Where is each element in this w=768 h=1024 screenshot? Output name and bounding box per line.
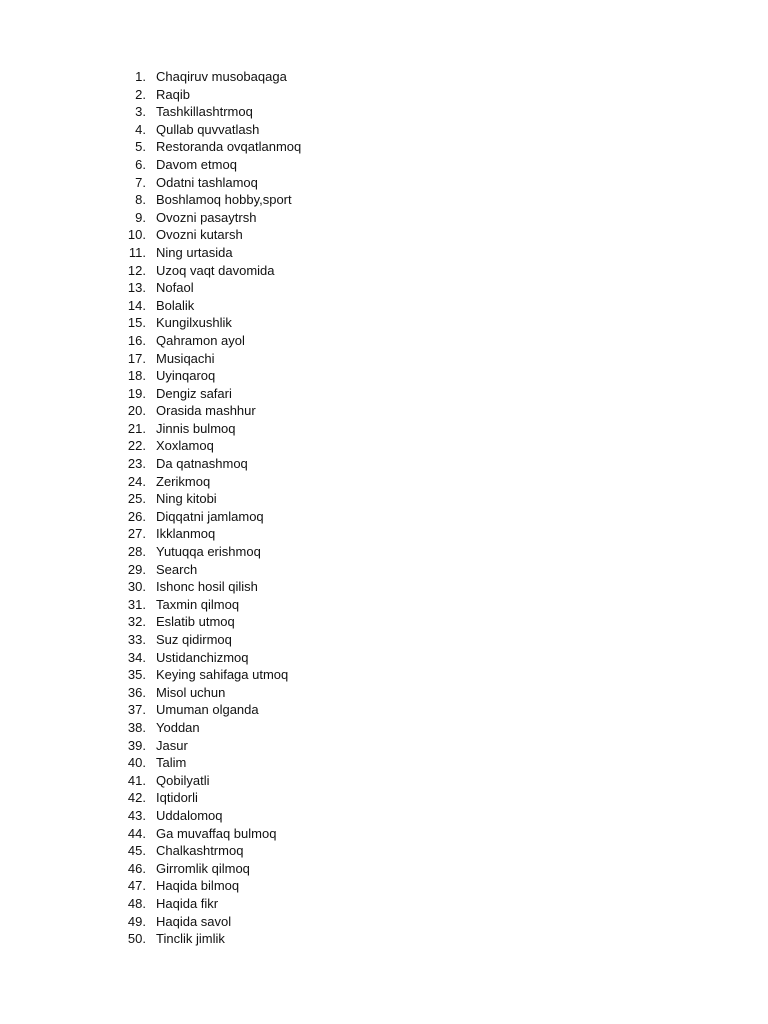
list-item-text: Taxmin qilmoq — [156, 596, 240, 612]
list-item — [120, 649, 301, 667]
list-item-number: 20. — [127, 403, 146, 419]
list-item — [120, 754, 301, 772]
list-item — [120, 402, 301, 420]
list-item — [120, 244, 301, 262]
list-item-text: Search — [156, 561, 198, 577]
list-item-text: Keying sahifaga utmoq — [156, 667, 289, 683]
list-item-text: Haqida fikr — [156, 895, 219, 911]
list-item-number: 17. — [127, 350, 146, 366]
list-item — [120, 578, 301, 596]
list-item-text: Zerikmoq — [156, 473, 211, 489]
list-item — [120, 279, 301, 297]
list-item-number: 49. — [127, 913, 146, 929]
list-item — [120, 121, 301, 139]
list-item — [120, 789, 301, 807]
list-item — [120, 437, 301, 455]
list-item-text: Xoxlamoq — [156, 438, 214, 454]
list-item-number: 8. — [135, 192, 146, 208]
list-item — [120, 772, 301, 790]
list-item-number: 29. — [127, 561, 146, 577]
list-item — [120, 350, 301, 368]
list-item-text: Talim — [156, 755, 187, 771]
list-item — [120, 68, 301, 86]
list-item — [120, 156, 301, 174]
list-item-number: 40. — [127, 755, 146, 771]
list-item-text: Yutuqqa erishmoq — [156, 544, 261, 560]
list-item-number: 35. — [127, 667, 146, 683]
list-item-number: 7. — [135, 174, 146, 190]
list-item-number: 19. — [127, 385, 146, 401]
list-item-number: 50. — [127, 931, 146, 947]
list-item — [120, 701, 301, 719]
list-item-number: 21. — [127, 420, 146, 436]
list-item-number: 14. — [127, 297, 146, 313]
list-item-number: 45. — [127, 843, 146, 859]
list-item-text: Jinnis bulmoq — [156, 420, 236, 436]
list-item — [120, 420, 301, 438]
list-item-number: 36. — [127, 684, 146, 700]
list-item-text: Yoddan — [156, 719, 200, 735]
list-item-number: 38. — [127, 719, 146, 735]
list-item-text: Ustidanchizmoq — [156, 649, 249, 665]
list-item — [120, 807, 301, 825]
list-item-number: 3. — [135, 104, 146, 120]
list-item — [120, 385, 301, 403]
list-item-text: Chaqiruv musobaqaga — [156, 69, 287, 84]
list-item-number: 46. — [127, 860, 146, 876]
list-item-text: Uyinqaroq — [156, 368, 216, 384]
list-item — [120, 561, 301, 579]
list-item-text: Ning kitobi — [156, 491, 217, 507]
list-item-text: Tinclik jimlik — [156, 931, 225, 947]
list-item-number: 10. — [127, 227, 146, 243]
list-item-number: 41. — [127, 772, 146, 788]
list-item — [120, 525, 301, 543]
list-item — [120, 297, 301, 315]
list-item-number: 2. — [135, 86, 146, 102]
list-item-number: 34. — [127, 649, 146, 665]
list-item-number: 42. — [127, 790, 146, 806]
list-item-text: Eslatib utmoq — [156, 614, 235, 630]
list-item-text: Uddalomoq — [156, 807, 223, 823]
list-item — [120, 631, 301, 649]
list-item-text: Ishonc hosil qilish — [156, 579, 258, 595]
list-item — [120, 191, 301, 209]
list-item-number: 48. — [127, 895, 146, 911]
list-item-text: Uzoq vaqt davomida — [156, 262, 275, 278]
list-item — [120, 719, 301, 737]
list-item-number: 32. — [127, 614, 146, 630]
list-item-number: 26. — [127, 508, 146, 524]
list-item — [120, 508, 301, 526]
list-item-text: Raqib — [156, 86, 190, 102]
list-item-number: 30. — [127, 579, 146, 595]
list-item — [120, 455, 301, 473]
list-item-text: Orasida mashhur — [156, 403, 256, 419]
list-item — [120, 877, 301, 895]
list-item — [120, 86, 301, 104]
list-item-text: Ga muvaffaq bulmoq — [156, 825, 277, 841]
list-item-text: Ovozni pasaytrsh — [156, 209, 257, 225]
list-item-number: 25. — [127, 491, 146, 507]
list-item-text: Ikklanmoq — [156, 526, 216, 542]
list-item-number: 16. — [127, 332, 146, 348]
list-item-number: 12. — [127, 262, 146, 278]
list-item-text: Restoranda ovqatlanmoq — [156, 139, 302, 155]
list-item-number: 28. — [127, 544, 146, 560]
list-item — [120, 895, 301, 913]
list-item — [120, 473, 301, 491]
list-item — [120, 913, 301, 931]
list-item — [120, 543, 301, 561]
list-item-text: Suz qidirmoq — [156, 632, 232, 647]
list-item-number: 24. — [127, 473, 146, 489]
list-item-number: 9. — [135, 209, 146, 225]
list-item-text: Qullab quvvatlash — [156, 121, 260, 137]
list-item — [120, 737, 301, 755]
list-item — [120, 262, 301, 280]
list-item-text: Musiqachi — [156, 350, 215, 366]
list-item-number: 5. — [135, 139, 146, 155]
list-item-text: Misol uchun — [156, 684, 226, 700]
list-item — [120, 367, 301, 385]
list-item — [120, 490, 301, 508]
list-item-text: Dengiz safari — [156, 385, 232, 401]
list-item-number: 43. — [127, 807, 146, 823]
list-item-text: Boshlamoq hobby,sport — [156, 192, 292, 208]
list-item-number: 47. — [127, 878, 146, 894]
list-item-text: Haqida bilmoq — [156, 878, 240, 894]
list-item-number: 23. — [127, 456, 146, 472]
list-item-number: 22. — [127, 438, 146, 454]
list-item — [120, 332, 301, 350]
list-item-text: Jasur — [156, 737, 188, 753]
list-item-text: Haqida savol — [156, 913, 232, 929]
list-item — [120, 226, 301, 244]
list-item-number: 13. — [127, 280, 146, 296]
list-item — [120, 930, 301, 948]
list-item-number: 15. — [127, 315, 146, 331]
list-item-number: 31. — [127, 596, 146, 612]
list-item-text: Kungilxushlik — [156, 315, 232, 331]
list-item-text: Nofaol — [156, 280, 194, 296]
list-item — [120, 860, 301, 878]
list-item-number: 11. — [128, 244, 146, 260]
list-item-number: 27. — [127, 526, 146, 542]
list-item-number: 37. — [127, 702, 146, 718]
list-item-text: Girromlik qilmoq — [156, 860, 250, 876]
list-item — [120, 842, 301, 860]
list-item-text: Davom etmoq — [156, 156, 237, 172]
list-item — [120, 314, 301, 332]
list-item-text: Ning urtasida — [156, 244, 233, 260]
list-item-text: Odatni tashlamoq — [156, 174, 258, 190]
list-item — [120, 596, 301, 614]
list-item-text: Qobilyatli — [156, 772, 210, 788]
list-item-text: Tashkillashtrmoq — [156, 104, 253, 120]
list-item-number: 44. — [127, 825, 146, 841]
list-item-text: Bolalik — [156, 297, 195, 313]
list-item-text: Qahramon ayol — [156, 332, 245, 348]
list-item-text: Diqqatni jamlamoq — [156, 508, 264, 524]
list-item — [120, 103, 301, 121]
list-item — [120, 174, 301, 192]
list-item — [120, 209, 301, 227]
list-item-number: 6. — [135, 156, 146, 172]
list-item — [120, 666, 301, 684]
list-item-text: Ovozni kutarsh — [156, 227, 243, 243]
list-item-number: 18. — [127, 368, 146, 384]
numbered-list — [120, 68, 301, 948]
list-item-number: 1. — [135, 69, 146, 84]
list-item-number: 39. — [127, 737, 146, 753]
list-item-number: 4. — [135, 121, 146, 137]
list-item-text: Umuman olganda — [156, 702, 259, 718]
list-item — [120, 138, 301, 156]
list-item — [120, 613, 301, 631]
list-item — [120, 825, 301, 843]
list-item — [120, 684, 301, 702]
list-item-text: Da qatnashmoq — [156, 456, 248, 472]
list-item-number: 33. — [127, 632, 146, 647]
list-item-text: Iqtidorli — [156, 790, 198, 806]
list-item-text: Chalkashtrmoq — [156, 843, 244, 859]
